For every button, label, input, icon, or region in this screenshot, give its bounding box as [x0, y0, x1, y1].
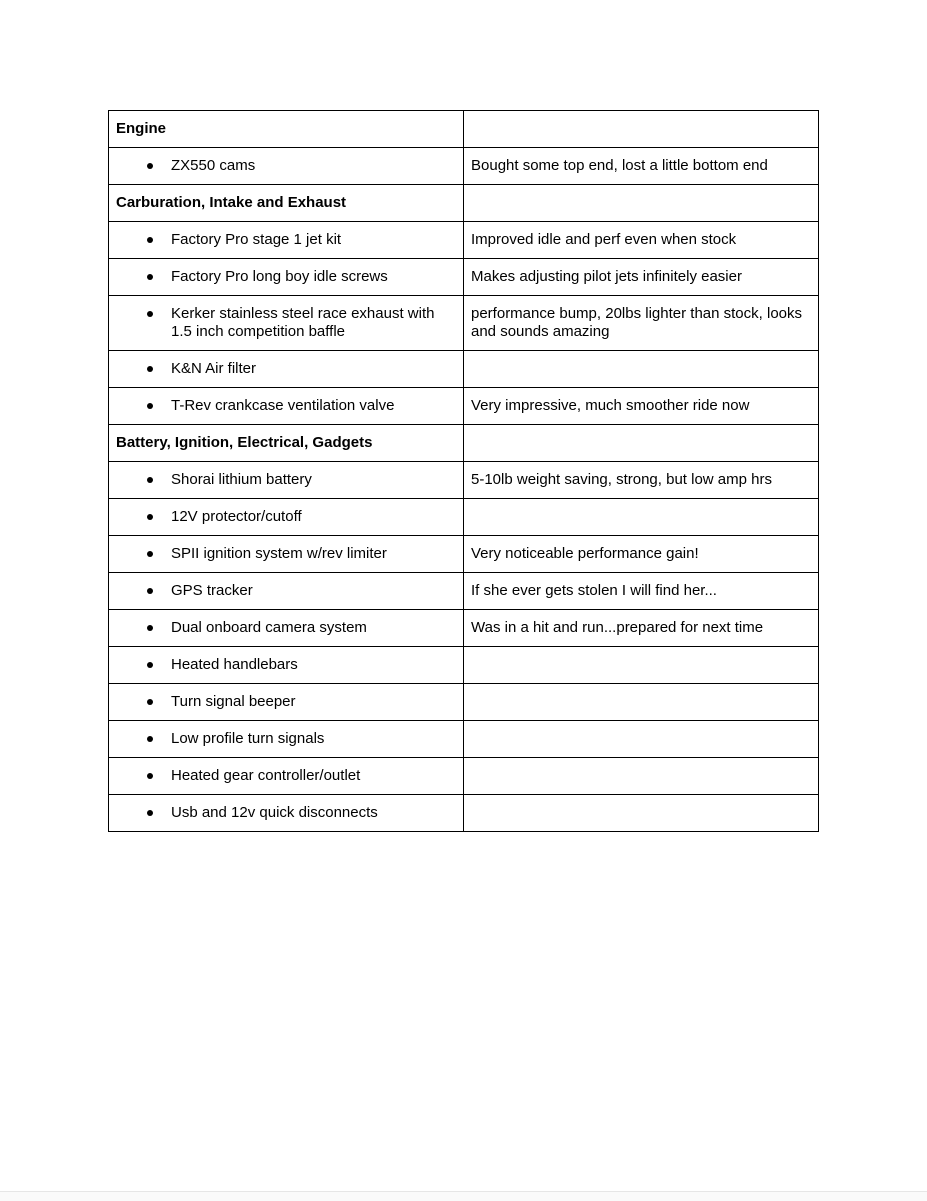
table-row: [109, 111, 819, 148]
bullet-icon: [147, 311, 153, 317]
note-text: performance bump, 20lbs lighter than stock, looks and sounds amazing: [471, 305, 803, 340]
note-text: [464, 111, 818, 147]
bullet-icon: [147, 625, 153, 631]
item-cell: [109, 573, 464, 610]
bullet-icon: [147, 662, 153, 668]
item-cell: [109, 610, 464, 647]
item-cell: [109, 462, 464, 499]
bulleted-item: [109, 259, 463, 295]
item-cell: [109, 388, 464, 425]
bullet-icon: [147, 588, 153, 594]
section-title: Engine: [116, 120, 167, 137]
note-cell: [464, 259, 819, 296]
table-row: [109, 721, 819, 758]
note-text: 5-10lb weight saving, strong, but low amp hrs: [471, 471, 772, 488]
note-cell: [464, 573, 819, 610]
bulleted-item: [109, 573, 463, 609]
table-row: [109, 647, 819, 684]
bulleted-item: [109, 721, 463, 757]
section-title: Carburation, Intake and Exhaust: [116, 194, 347, 211]
note-text: [464, 684, 818, 720]
table-row: [109, 536, 819, 573]
bulleted-item: [109, 222, 463, 258]
note-text: [464, 351, 818, 387]
note-cell: [464, 462, 819, 499]
bulleted-item: [109, 296, 463, 350]
table-row: [109, 296, 819, 351]
bullet-icon: [147, 403, 153, 409]
bullet-icon: [147, 810, 153, 816]
note-text: [464, 647, 818, 683]
bullet-icon: [147, 773, 153, 779]
table-row: [109, 758, 819, 795]
bulleted-item: [109, 148, 463, 184]
item-label: Shorai lithium battery: [171, 471, 312, 488]
item-cell: [109, 721, 464, 758]
note-text: Was in a hit and run...prepared for next time: [471, 619, 764, 636]
item-cell: [109, 351, 464, 388]
bulleted-item: [109, 536, 463, 572]
note-text: Bought some top end, lost a little bottom end: [471, 157, 768, 174]
bulleted-item: [109, 388, 463, 424]
note-cell: [464, 795, 819, 832]
item-cell: [109, 296, 464, 351]
note-text: Very noticeable performance gain!: [471, 545, 699, 562]
note-text: [464, 499, 818, 535]
note-text: [464, 795, 818, 831]
table-row: [109, 573, 819, 610]
item-label: ZX550 cams: [171, 157, 256, 174]
note-cell: [464, 388, 819, 425]
bullet-icon: [147, 237, 153, 243]
item-cell: [109, 684, 464, 721]
note-text: [464, 721, 818, 757]
table-row: [109, 222, 819, 259]
bulleted-item: [109, 795, 463, 831]
note-text: [464, 185, 818, 221]
bullet-icon: [147, 366, 153, 372]
table-row: [109, 388, 819, 425]
note-text: [464, 758, 818, 794]
section-cell: [109, 185, 464, 222]
note-text: Makes adjusting pilot jets infinitely easier: [471, 268, 742, 285]
note-cell: [464, 684, 819, 721]
table-row: [109, 462, 819, 499]
item-cell: [109, 536, 464, 573]
item-label: Factory Pro stage 1 jet kit: [171, 231, 342, 248]
note-cell: [464, 296, 819, 351]
note-text: If she ever gets stolen I will find her...: [471, 582, 717, 599]
item-cell: [109, 259, 464, 296]
note-cell: [464, 647, 819, 684]
note-text: Improved idle and perf even when stock: [471, 231, 737, 248]
bullet-icon: [147, 551, 153, 557]
item-label: Usb and 12v quick disconnects: [171, 804, 378, 821]
item-label: K&N Air filter: [171, 360, 257, 377]
note-cell: [464, 610, 819, 647]
note-cell: [464, 148, 819, 185]
item-label: GPS tracker: [171, 582, 253, 599]
note-cell: [464, 425, 819, 462]
mods-table: [108, 110, 819, 832]
item-label: 12V protector/cutoff: [171, 508, 302, 525]
bulleted-item: [109, 499, 463, 535]
item-label: Turn signal beeper: [171, 693, 296, 710]
note-cell: [464, 351, 819, 388]
bullet-icon: [147, 514, 153, 520]
section-cell: [109, 425, 464, 462]
note-cell: [464, 499, 819, 536]
bulleted-item: [109, 684, 463, 720]
item-label: Low profile turn signals: [171, 730, 325, 747]
item-cell: [109, 499, 464, 536]
note-cell: [464, 758, 819, 795]
item-label: Dual onboard camera system: [171, 619, 367, 636]
item-cell: [109, 795, 464, 832]
table-row: [109, 259, 819, 296]
bulleted-item: [109, 758, 463, 794]
note-cell: [464, 721, 819, 758]
item-cell: [109, 647, 464, 684]
bullet-icon: [147, 736, 153, 742]
item-cell: [109, 148, 464, 185]
bullet-icon: [147, 699, 153, 705]
table-row: [109, 351, 819, 388]
bulleted-item: [109, 462, 463, 498]
table-row: [109, 425, 819, 462]
table-row: [109, 499, 819, 536]
item-label: Heated handlebars: [171, 656, 298, 673]
bulleted-item: [109, 647, 463, 683]
bulleted-item: [109, 610, 463, 646]
bullet-icon: [147, 477, 153, 483]
note-cell: [464, 536, 819, 573]
item-label: Kerker stainless steel race exhaust with 1.5 inch competition baffle: [171, 305, 435, 340]
table-row: [109, 185, 819, 222]
table-row: [109, 148, 819, 185]
table-row: [109, 610, 819, 647]
item-cell: [109, 758, 464, 795]
bulleted-item: [109, 351, 463, 387]
item-label: Heated gear controller/outlet: [171, 767, 361, 784]
item-label: T-Rev crankcase ventilation valve: [171, 397, 395, 414]
note-text: Very impressive, much smoother ride now: [471, 397, 750, 414]
section-title: Battery, Ignition, Electrical, Gadgets: [116, 434, 373, 451]
item-label: Factory Pro long boy idle screws: [171, 268, 388, 285]
table-row: [109, 795, 819, 832]
note-cell: [464, 185, 819, 222]
note-cell: [464, 222, 819, 259]
bullet-icon: [147, 274, 153, 280]
item-label: SPII ignition system w/rev limiter: [171, 545, 387, 562]
note-text: [464, 425, 818, 461]
item-cell: [109, 222, 464, 259]
bullet-icon: [147, 163, 153, 169]
section-cell: [109, 111, 464, 148]
table-row: [109, 684, 819, 721]
note-cell: [464, 111, 819, 148]
